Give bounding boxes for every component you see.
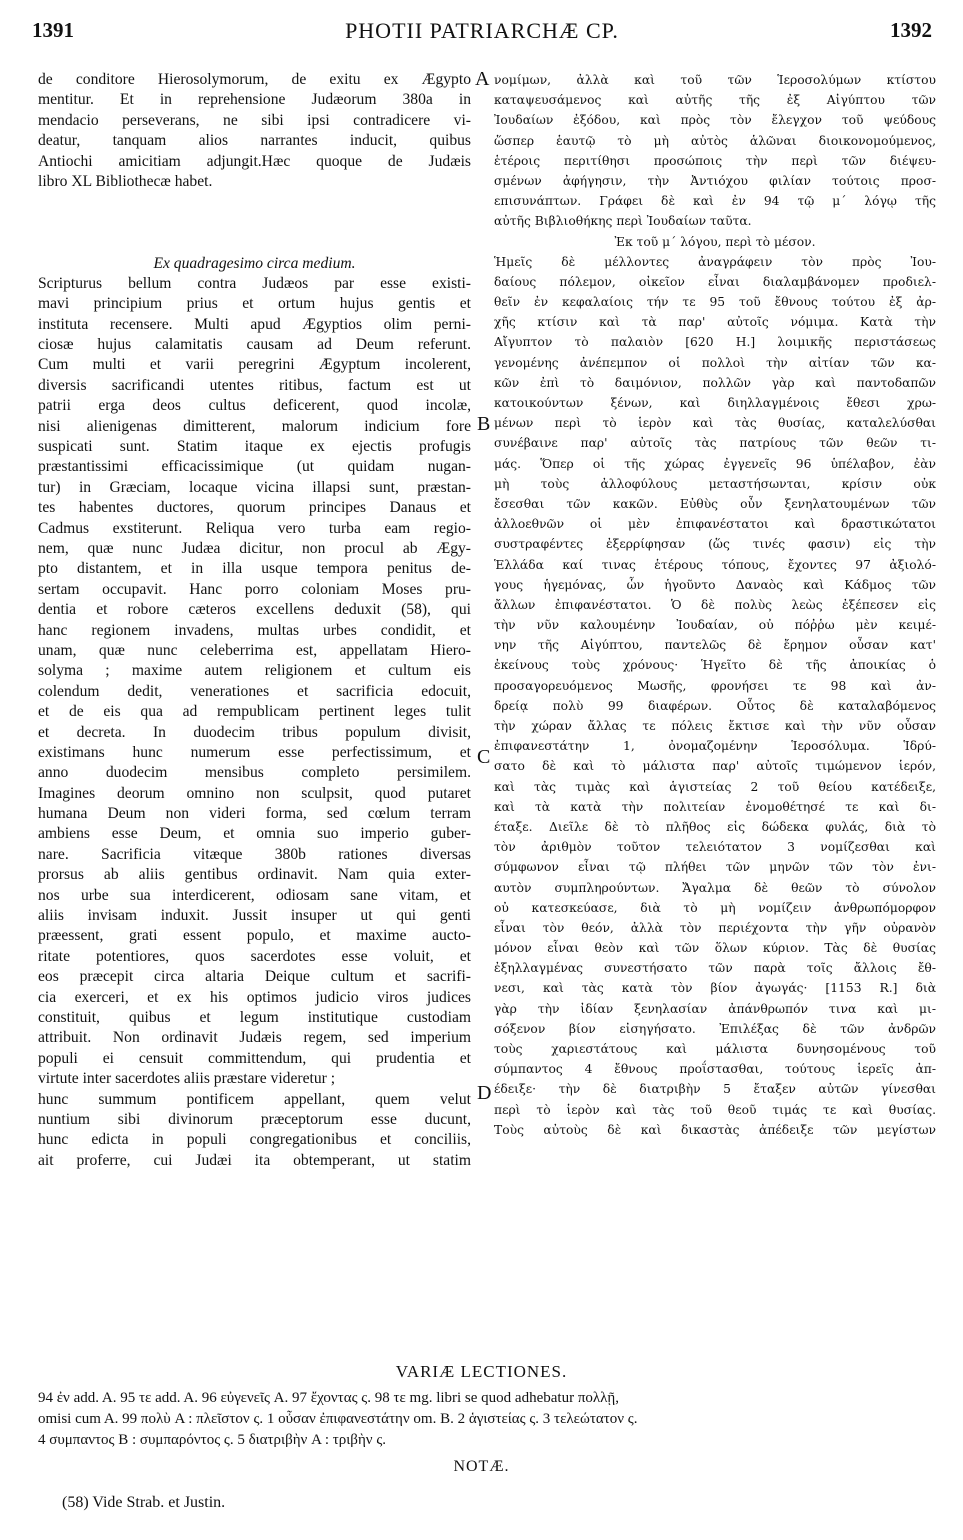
text-line: nuntium sibi divinorum præceptorum esse ducunt, [38,1110,471,1128]
greek-column [494,70,936,1140]
text-line: σύμπαντος 4 ἔθνους προΐστασθαι, τούτους ἱερεῖς ἀπ- [494,1062,936,1077]
text-line: ἑτέροις περιτίθησι προσώποις τὴν περὶ τῶν διέψευ- [494,153,936,168]
latin-column [38,70,471,1171]
text-line: deatur, tanquam alios narrantes inducit, quibus [38,132,471,150]
text-line: cia exerceri, et ex his optimos judicio viros judices [38,988,471,1006]
text-line: de conditore Hierosolymorum, de exitu ex Ægypto [38,71,471,88]
running-title: PHOTII PATRIARCHÆ CP. [345,18,619,43]
text-line: οὐ κατεσκεύασε, διὰ τὸ μὴ νομίζειν ἀνθρωπόμορφον [494,900,936,915]
text-line: σύμφωνον εἶναι τῷ πλήθει τῶν μηνῶν τῶν τὸν ἐνι- [494,860,936,875]
margin-letter-b: B [477,413,491,435]
page-number-right: 1392 [890,18,932,42]
text-line: prorsus ab aliis gentibus ordinavit. Nam quia exter- [38,866,471,884]
text-line: hunc edicta in populi congregationibus et conciliis, [38,1131,471,1149]
text-line: Αἴγυπτον τὸ παλαιὸν [620 H.] λοιμικῆς περιστάσεως [494,335,936,350]
text-line: existimans hunc numerum esse perfectissimum, et [38,743,471,761]
text-line: μένων περὶ τὸ ἱερὸν καὶ τὰς θυσίας, καταλελύσθαι [494,416,936,431]
text-line: συστραφέντες ἐξερρίφησαν (ὥς τινές φασιν) εἰς τὴν [494,537,936,552]
text-line: mendacio perseverans, ne sibi ipsi contradicere vi- [38,111,471,129]
text-line: κῶν ἐπὶ τὸ δαιμόνιον, πολλῶν γὰρ καὶ παντοδαπῶν [494,375,936,390]
text-line: έταξε. Διεῖλε δὲ τὸ πλῆθος εἰς δώδεκα φυλάς, διὰ τὸ [494,819,936,834]
notae-title: NOTÆ. [453,1458,510,1475]
text-line: humana Deum non videri forma, sed cœlum terram [38,805,471,823]
text-line: έδειξε· τὴν δὲ διατριβὴν 5 ἔταξεν αὐτῶν γίνεσθαι [494,1082,936,1097]
text-line: et de eis qua ad rempublicam pertinent leges tulit [38,703,471,721]
text-line [38,192,471,212]
margin-letter-a: A [475,68,490,90]
text-line: θεῖν ἐν κεφαλαίοις τήν τε 95 τοῦ ἔθνους τούτου ἐξ ἀρ- [494,295,936,310]
text-line: Scripturus bellum contra Judæos par esse existi- [38,274,471,292]
text-line: virtute inter sacerdotes aliis præstare videretur ; [38,1070,336,1088]
text-line: χῆς κτίσιν καὶ τὰ παρ' αὐτοῖς νόμιμα. Κατὰ τὴν [494,315,936,330]
text-line: ciosæ hujus calamitatis causam ad Deum referunt. [38,336,471,354]
text-line: νομίμων, ἀλλὰ καὶ τοῦ τῶν Ἱεροσολύμων κτίστου [494,73,936,87]
text-line: ὥσπερ ἑαυτῷ τὸ μὴ αὐτὸς ἁλῶναι διοικονομούμενος, [494,133,936,148]
text-line: 4 συμπαντος B : συμπαρόντος ς. 5 διατριβὴν A : τριβὴν ς. [38,1432,387,1448]
text-line [38,213,471,233]
text-line: instituta recensere. Multi apud Ægyptios olim perni- [38,315,471,333]
text-line: σόξενον βίον εἰσηγήσατο. Ἐπιλέξας δὲ τῶν ἀνδρῶν [494,1021,936,1036]
text-line: Imagines deorum omnino non sculpsit, quod putaret [38,784,471,802]
text-line: hunc summum pontificem appellant, quem velut [38,1090,471,1108]
text-line: ἐπιφανεστάτην 1, ὀνομαζομένην Ἱεροσόλυμα. Ἱδρύ- [494,739,936,754]
text-line: Ex quadragesimo circa medium. [153,254,356,272]
variae-lectiones-title: VARIÆ LECTIONES. [395,1362,568,1381]
text-line: solyma ; maxime autem religionem et cultum eis [38,662,471,680]
footnote-58: (58) Vide Strab. et Justin. [62,1494,226,1511]
text-line: Τοὺς αὐτοὺς δὲ καὶ δικαστὰς ἀπέδειξε τῶν μεγίστων [494,1122,936,1137]
text-line: τὴν νῦν καλουμένην Ἰουδαίαν, οὐ πόῤῥω μὲν κειμέ- [494,618,936,633]
text-line: attribuit. Non ordinavit Judæis regem, sed imperium [38,1029,471,1047]
text-line: sertam occupavit. Hanc porro coloniam Moses pru- [38,580,471,598]
text-line: præessent, grati essent populo, et maxime aucto- [38,927,471,945]
text-line: Ἑλλάδα καί τινας ἑτέρους τόπους, ἔχοντες 97 ἀξιολό- [494,557,936,572]
text-line [38,233,471,253]
margin-letter-d: D [477,1082,492,1104]
text-line: ait proferre, cui Judæi ita obtemperant, ut statim [38,1151,471,1169]
text-line: περὶ τὸ ἱερὸν καὶ τὰς τοῦ θεοῦ τιμάς τε καὶ θυσίας. [494,1102,936,1117]
text-line: μάς. Ὅπερ οἱ τῆς χώρας ἐγγενεῖς 96 ὑπέλαβον, ἐὰν [494,456,936,471]
text-line: γὰρ τὴν ἰδίαν ξενηλασίαν ἀπάνθρωπόν τινα καὶ μι- [494,1001,936,1016]
text-line: pto distantem, et in illa usque tempora penitus de- [38,560,471,578]
text-line: τὸν ἀριθμὸν τοῦτον τελειότατον 3 νομίζεσθαι καὶ [494,840,936,855]
text-line: Ἰουδαίων ἐξόδου, καὶ πρὸς τὸν ἔλεγχον τοῦ ψεύδους [494,113,936,128]
text-line: populi ei censuit committendum, qui prudentia et [38,1049,471,1067]
text-line: aliis invisam induxit. Jussit insuper ut qui genti [38,907,471,925]
text-line: dentia et robore cæteros excellens deduxit (58), qui [38,601,471,619]
text-line: νην τῆς Αἰγύπτου, παντελῶς δὲ ἔρημον οὖσαν κατ' [494,638,936,653]
text-line: mavi principium prius et ortum hujus gentis et [38,295,471,313]
margin-letter-c: C [477,746,491,768]
text-line: καὶ τὰ κατὰ τὴν πολιτείαν ἐνομοθέτησέ τε καὶ δι- [494,799,936,814]
text-line: μόνον εἶναι θεὸν καὶ τῶν ὅλων κύριον. Τὰς δὲ θυσίας [494,941,936,956]
text-line: κατοικούντων ξένων, καὶ διηλλαγμένοις ἔθεσι χρω- [494,396,936,410]
text-line: Antiochi amicitiam adjungit.Hæc quoque de Judæis [38,152,471,170]
running-header [32,18,932,52]
text-line: nos urbe sua interdicerent, odiosam sane vitam, et [38,886,471,904]
text-line: nem, quæ nunc Judæa dicitur, non procul ab Ægy- [38,539,471,557]
page-number-left: 1391 [32,18,74,42]
text-line: nisi alienigenas dimitterent, malorum indicium fore [38,417,471,435]
text-line: nare. Sacrificia vitæque 380b rationes diversas [38,845,471,863]
text-line: ἄλλων ἐπιφανέστατοι. Ὁ δὲ πολὺς λεὼς ἐξέπεσεν εἰς [494,597,936,612]
variae-lectiones [38,1388,933,1451]
text-line: προσαγορευόμενος Μωσῆς, φρονήσει τε 98 καὶ ἀν- [494,678,936,693]
text-line: ἐξηλλαγμένας συνεστήσατο τῶν παρὰ τοῖς ἄλλοις ἔθ- [494,961,936,976]
text-line: hanc regionem invadens, multas urbes condidit, et [38,621,471,639]
text-line: præstantissimi efficacissimique (ut quidam nugan- [38,458,471,476]
text-line: σμένων ἀφήγησιν, τὴν Ἀντιόχου φιλίαν τούτοις προσ- [494,173,936,188]
text-line: colendum dedit, venerationes et sacrificia edocuit, [38,682,471,700]
text-line: ἐκείνους τοὺς χρόνους· Ἡγεῖτο δὲ τῆς ἀποικίας ὁ [494,658,936,673]
text-line: μὴ τοὺς ἀλλοφύλους μεταστήσωνται, κρίσιν οὐκ [494,476,936,491]
text-line: eos præcepit circa altaria Deique cultum et sacrifi- [38,968,471,986]
text-line: Cadmus exstiterunt. Reliqua vero turba eam regio- [38,519,471,537]
text-line: suspicati sunt. Statim itaque ex ejectis profugis [38,438,471,456]
text-line: tur) in Græciam, locaque vicina illapsi sunt, præstan- [38,478,471,496]
text-line: καταψευσάμενος καὶ αὐτῆς τῆς ἐξ Αἰγύπτου τῶν [494,93,936,108]
text-line: καὶ τὰς τιμὰς καὶ ἁγιστείας 2 τοῦ θείου κατέδειξε, [494,779,936,794]
text-line: συνέβαινε παρ' αὐτοῖς τὰς πατρίους τῶν θεῶν τι- [494,436,936,451]
text-line: patrii erga deos cultus deficerent, quod incolæ, [38,397,471,415]
text-line: libro XL Bibliothecæ habet. [38,172,213,190]
text-line: tes habentes ductores, quorum principes Danaus et [38,499,471,517]
text-line: επισυνάπτων. Γράφει δὲ καὶ ἐν 94 τῷ μ΄ λόγῳ τῆς [494,194,936,209]
text-line: νεσι, καὶ τὰς κατὰ τὸν βίον ἀγωγάς· [1153 R.] διὰ [494,981,936,996]
text-line: τὴν χώραν ἄλλας τε πόλεις ἔκτισε καὶ τὴν νῦν οὖσαν [494,719,936,733]
text-line: 94 ἐν add. A. 95 τε add. A. 96 εὐγενεῖς A. 97 ἔχοντας ς. 98 τε mg. libri se quod adhebatur πολλῇ, [38,1390,620,1406]
text-line: τοὺς χαριεστάτους καὶ μάλιστα δυνησομένους τοῦ [494,1042,936,1056]
text-line: ἀλλοεθνῶν οἱ μὲν ἐπιφανέστατοι καὶ δραστικώτατοι [494,517,936,532]
text-line: anno duodecim mensibus completo persimilem. [38,764,471,782]
text-line: δαίους πόλεμον, οἰκεῖον εἶναι διαλαμβάνομεν προδιελ- [494,274,936,289]
text-line: αυτὸν συμπληρούντων. Ἄγαλμα δὲ θεῶν τὸ σύνολον [494,880,936,895]
text-line: et decreta. In duodecim tribus populum divisit, [38,723,471,741]
text-line: Ἡμεῖς δὲ μέλλοντες ἀναγράφειν τὸν πρὸς Ἰου- [494,254,936,269]
text-line: ἔσεσθαι τῶν κακῶν. Εὐθὺς οὖν ξενηλατουμένων τῶν [494,496,936,511]
text-line: δρείᾳ πολὺ 99 διαφέρων. Οὗτος δὲ καταλαβόμενος [494,698,936,713]
text-line: unam, quæ nunc celeberrima est, appellatam Hiero- [38,641,471,659]
text-line: εἶναι τὸν θεόν, ἀλλὰ τὸν περιέχοντα τὴν γῆν οὐρανὸν [494,920,936,935]
text-line: γους ἡγεμόνας, ὧν ἡγοῦντο Δαναὸς καὶ Κάδμος τῶν [494,577,936,592]
text-line: omisi cum A. 99 πολὺ A : πλεῖστον ς. 1 οὖσαν ἐπιφανεστάτην om. B. 2 ἁγιστείας ς. 3 τελεώτατον ς. [38,1411,638,1427]
text-line: constituit, quibus et legum institutique custodiam [38,1008,471,1026]
text-line: σατο δὲ καὶ τὸ μάλιστα παρ' αὐτοῖς τιμώμενον ἱερόν, [494,759,936,774]
text-line: Ἐκ τοῦ μ΄ λόγου, περὶ τὸ μέσον. [614,234,816,249]
text-line: ambiens esse Deum, et omnia suo imperio guber- [38,825,471,843]
text-line: Cum multi et varii peregrini Ægyptum incolerent, [38,356,471,374]
text-line: diversis sacrificandi utentes ritibus, factum est ut [38,376,471,394]
text-line: γενομένης ἀνέπεμπον οἱ πολλοὶ τὴν αἰτίαν τῶν κα- [494,355,936,370]
text-line: αὐτῆς Βιβλιοθήκης περὶ Ἰουδαίων ταῦτα. [494,214,752,229]
text-line: ritate potentiores, quos sacerdotes esse voluit, et [38,947,471,965]
text-line: mentitur. Et in reprehensione Judæorum 380a in [38,91,471,109]
